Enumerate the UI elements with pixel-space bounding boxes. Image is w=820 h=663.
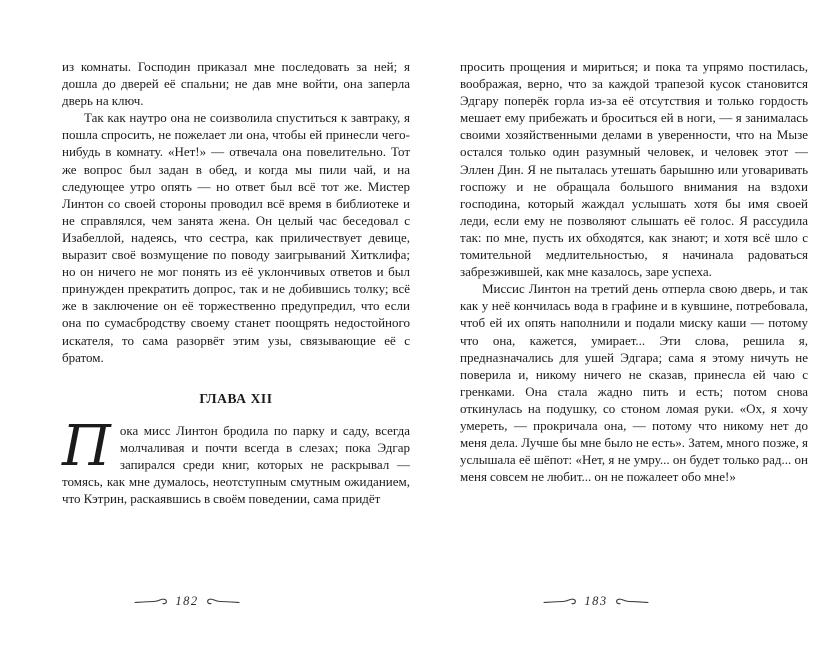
paragraph: Так как наутро она не соизволила спуститься к завтраку, я пошла спросить, не пожелает ли она, чтобы ей принесли чего-нибудь в комнату. «Нет!» — отвечала она повелительно. Тот же вопрос был задан в обед, и когда мы пили чай, и на следующее утро опять — но ответ был всё тот же. Мистер Линтон со своей стороны проводил всё время в библиотеке и не справлялся, чем занята жена. Он целый час беседовал с Изабеллой, надеясь, что сестра, как приличествует девице, выразит своё возмущение по поводу заигрываний Хитклифа; но он ничего не мог понять из её уклончивых ответов и был принужден прекратить допрос, так и не добившись толку; всё же в заключение он её торжественно предупредил, что если она по сумасбродству своему станет поощрять недостойного искателя, то сама разорвёт этим узы, связывающие её с братом.	[62, 110, 410, 365]
paragraph: из комнаты. Господин приказал мне последовать за ней; я дошла до дверей её спальни; не дав мне войти, она заперла дверь на ключ.	[62, 59, 410, 109]
paragraph-text: ока мисс Линтон бродила по парку и саду, всегда молчаливая и почти всегда в слезах; пока Эдгар запирался среди книг, которых не раскрывал — томясь, как мне думалось, неотступным смутным ожиданием, что Кэтрин, раскаявшись в своём поведении, сама придёт	[62, 422, 410, 507]
book-page-left	[62, 58, 410, 507]
footer-flourish-icon	[613, 597, 649, 607]
footer-flourish-icon	[204, 597, 240, 607]
paragraph: просить прощения и мириться; и пока та упрямо постилась, воображая, верно, что за каждой трапезой кусок становится Эдгару поперёк горла из-за её отсутствия и только гордость мешает ему прибежать и броситься ей в ноги, — я занималась своими хозяйственными делами в уверенности, что на Мызе остался только один разумный человек, и человек этот — Эллен Дин. Я не пыталась утешать барышню или уговаривать госпожу и не обращала большого внимания на вздохи господина, который жаждал услышать хотя бы имя своей леди, если ему не позволяют слышать её голос. Я рассудила так: по мне, пусть их обходятся, как знают; и хотя всё шло с томительной медлительностью, я начинала радоваться забрезжившей, как мне казалось, заре успеха.	[460, 59, 808, 280]
page-number: 183	[584, 594, 608, 608]
chapter-opening-paragraph	[62, 413, 410, 507]
paragraph: Миссис Линтон на третий день отперла свою дверь, и так как у неё кончилась вода в графине и в кувшине, потребовала, чтоб ей их опять наполнили и подали миску каши — потому что она, кажется, умирает... Эти слова, решила я, предназначались для ушей Эдгара; сама я этому ничуть не поверила и, никому ничего не сказав, принесла ей чаю с гренками. Она стала жадно пить и есть; потом снова откинулась на подушку, со стоном ломая руки. «Ох, я хочу умереть, — прокричала она, — потому что никому нет до меня дела. Лучше бы мне было не есть». Затем, много позже, я услышала её шёпот: «Нет, я не умру... он будет только рад... он меня совсем не любит... он не пожалеет обо мне!»	[460, 281, 808, 485]
page-footer-left	[62, 594, 312, 609]
book-page-right	[460, 58, 808, 485]
footer-flourish-icon	[134, 597, 170, 607]
footer-flourish-icon	[543, 597, 579, 607]
page-number: 182	[175, 594, 199, 608]
chapter-heading: ГЛАВА XII	[199, 390, 273, 406]
page-footer-right	[460, 594, 732, 609]
drop-cap: П	[62, 413, 111, 479]
